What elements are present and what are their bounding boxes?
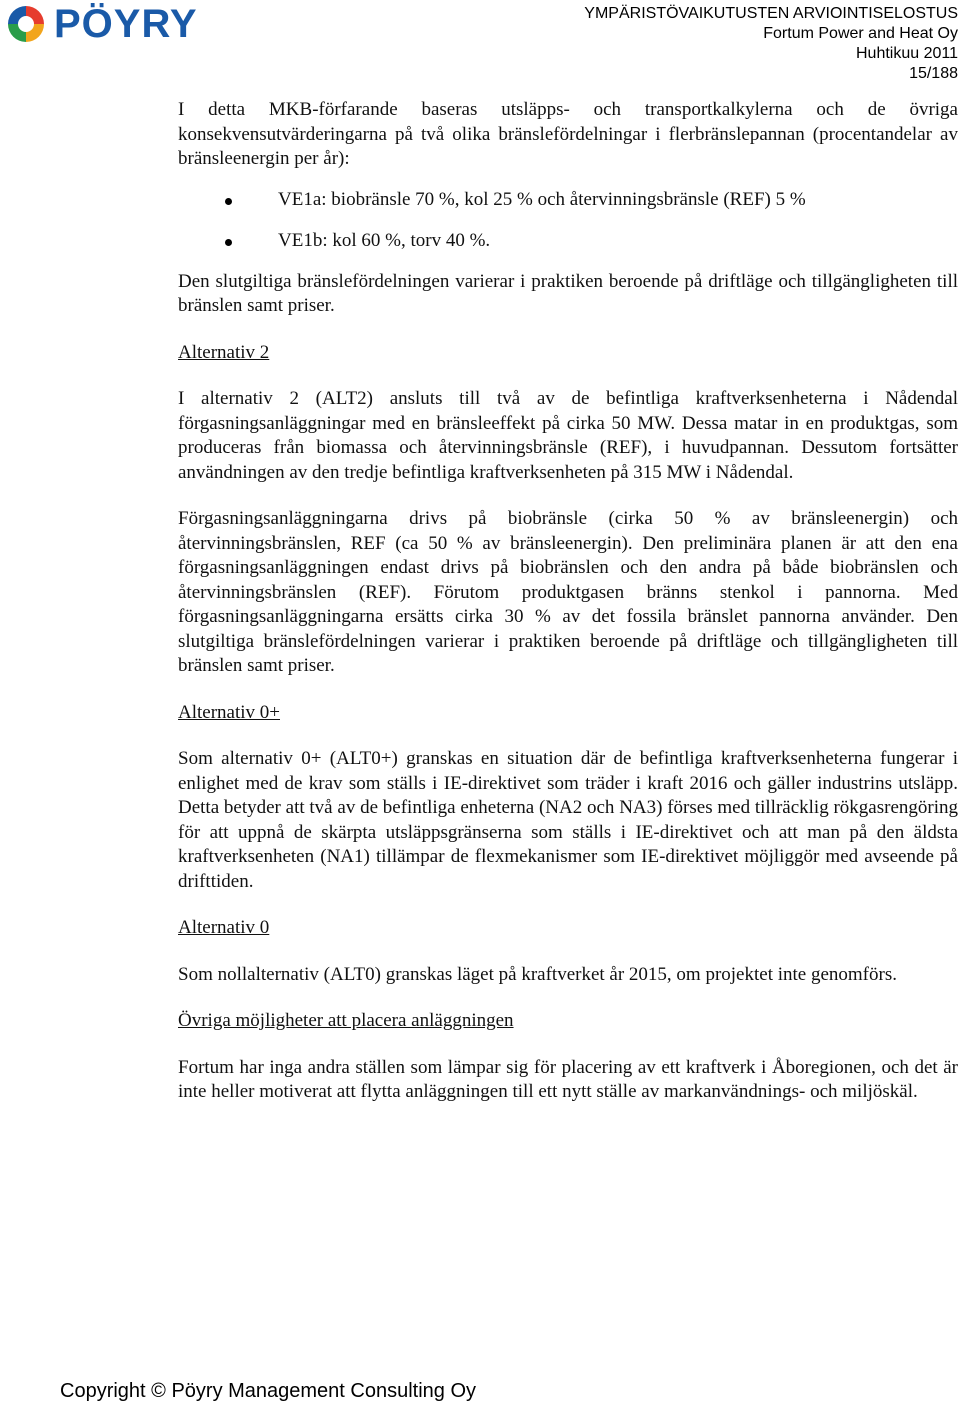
alt0-paragraph: Som nollalternativ (ALT0) granskas läget på kraftverket år 2015, om projektet inte genomförs. — [178, 963, 897, 985]
section-heading-alternativ-2: Alternativ 2 — [178, 341, 270, 363]
page-header — [0, 0, 960, 80]
alt2-paragraph-2: Förgasningsanläggningarna drivs på biobränsle (cirka 50 % av bränsleenergin) och återvinningsbränslen, REF (ca 50 % av bränsleenergin). Den preliminära planen är att den ena förgasningsanläggningen endast drivs på biobränslen och den andra på både biobränslen och återvinningsbränslen (REF). Förutom produktgasen bränns stenkol i pannorna. Med förgasningsanläggningarna ersätts cirka 30 % av det fossila bränslet pannorna använder. Den slutgiltiga bränslefördelningen varierar i praktiken beroende på driftläge och tillgängligheten till bränslen samt priser. — [178, 508, 958, 676]
section-heading-alternativ-0-plus: Alternativ 0+ — [178, 701, 280, 723]
list-item — [178, 188, 958, 213]
company-name: Fortum Power and Heat Oy — [763, 25, 958, 42]
page-number: 15/188 — [909, 65, 958, 82]
logo-wordmark: PÖYRY — [54, 2, 198, 46]
bullet-icon — [225, 198, 232, 205]
list-item — [178, 229, 958, 254]
document-body — [178, 98, 958, 1105]
list-item-text: VE1a: biobränsle 70 %, kol 25 % och återvinningsbränsle (REF) 5 % — [278, 188, 806, 210]
document-date: Huhtikuu 2011 — [856, 45, 958, 62]
poyry-swirl-logo-icon — [4, 2, 48, 46]
intro-paragraph: I detta MKB-förfarande baseras utsläpps- och transportkalkylerna och de övriga konsekvensutvärderingarna på två olika bränslefördelningar i flerbränslepannan (procentandelar av bränsleenergin per år): — [178, 99, 958, 169]
bullet-icon — [225, 239, 232, 246]
fuel-distribution-list — [178, 188, 958, 254]
section-heading-alternativ-0: Alternativ 0 — [178, 917, 270, 938]
alt0plus-paragraph: Som alternativ 0+ (ALT0+) granskas en situation där de befintliga kraftverksenheterna fungerar i enlighet med de krav som ställs i IE-direktivet som träder i kraft 2016 och gäller industrins utsläpp. Detta betyder att två av de befintliga enheterna (NA2 och NA3) förses med tillräcklig rökgasrengöring för att uppnå de skärpta utsläppsgränserna som ställs i IE-direktivet och att man på den äldsta kraftverksenheten (NA1) tillämpar de flexmekanismer som IE-direktivet möjliggör med avseende på drifttiden. — [178, 748, 958, 892]
header-info — [584, 4, 958, 84]
company-logo — [4, 2, 244, 46]
fuel-distribution-note: Den slutgiltiga bränslefördelningen varierar i praktiken beroende på driftläge och tillgängligheten till bränslen samt priser. — [178, 270, 958, 316]
list-item-text: VE1b: kol 60 %, torv 40 %. — [278, 230, 491, 251]
section-heading-other-locations: Övriga möjligheter att placera anläggningen — [178, 1010, 514, 1031]
alt2-paragraph-1: I alternativ 2 (ALT2) ansluts till två av de befintliga kraftverksenheterna i Nådendal förgasningsanläggningar med en bränsleeffekt på cirka 50 MW. Dessa matar in en produktgas, som produceras från biomassa och återvinningsbränsle (REF), i huvudpannan. Dessutom fortsätter användningen av den tredje befintliga kraftverksenheten på 315 MW i Nådendal. — [178, 388, 958, 483]
document-title: YMPÄRISTÖVAIKUTUSTEN ARVIOINTISELOSTUS — [584, 5, 958, 22]
page-footer: Copyright © Pöyry Management Consulting Oy — [60, 1380, 477, 1402]
other-locations-paragraph: Fortum har inga andra ställen som lämpar sig för placering av ett kraftverk i Åboregionen, och det är inte heller motiverat att flytta anläggningen till ett nytt ställe av markanvändnings- och miljöskäl. — [178, 1056, 958, 1102]
